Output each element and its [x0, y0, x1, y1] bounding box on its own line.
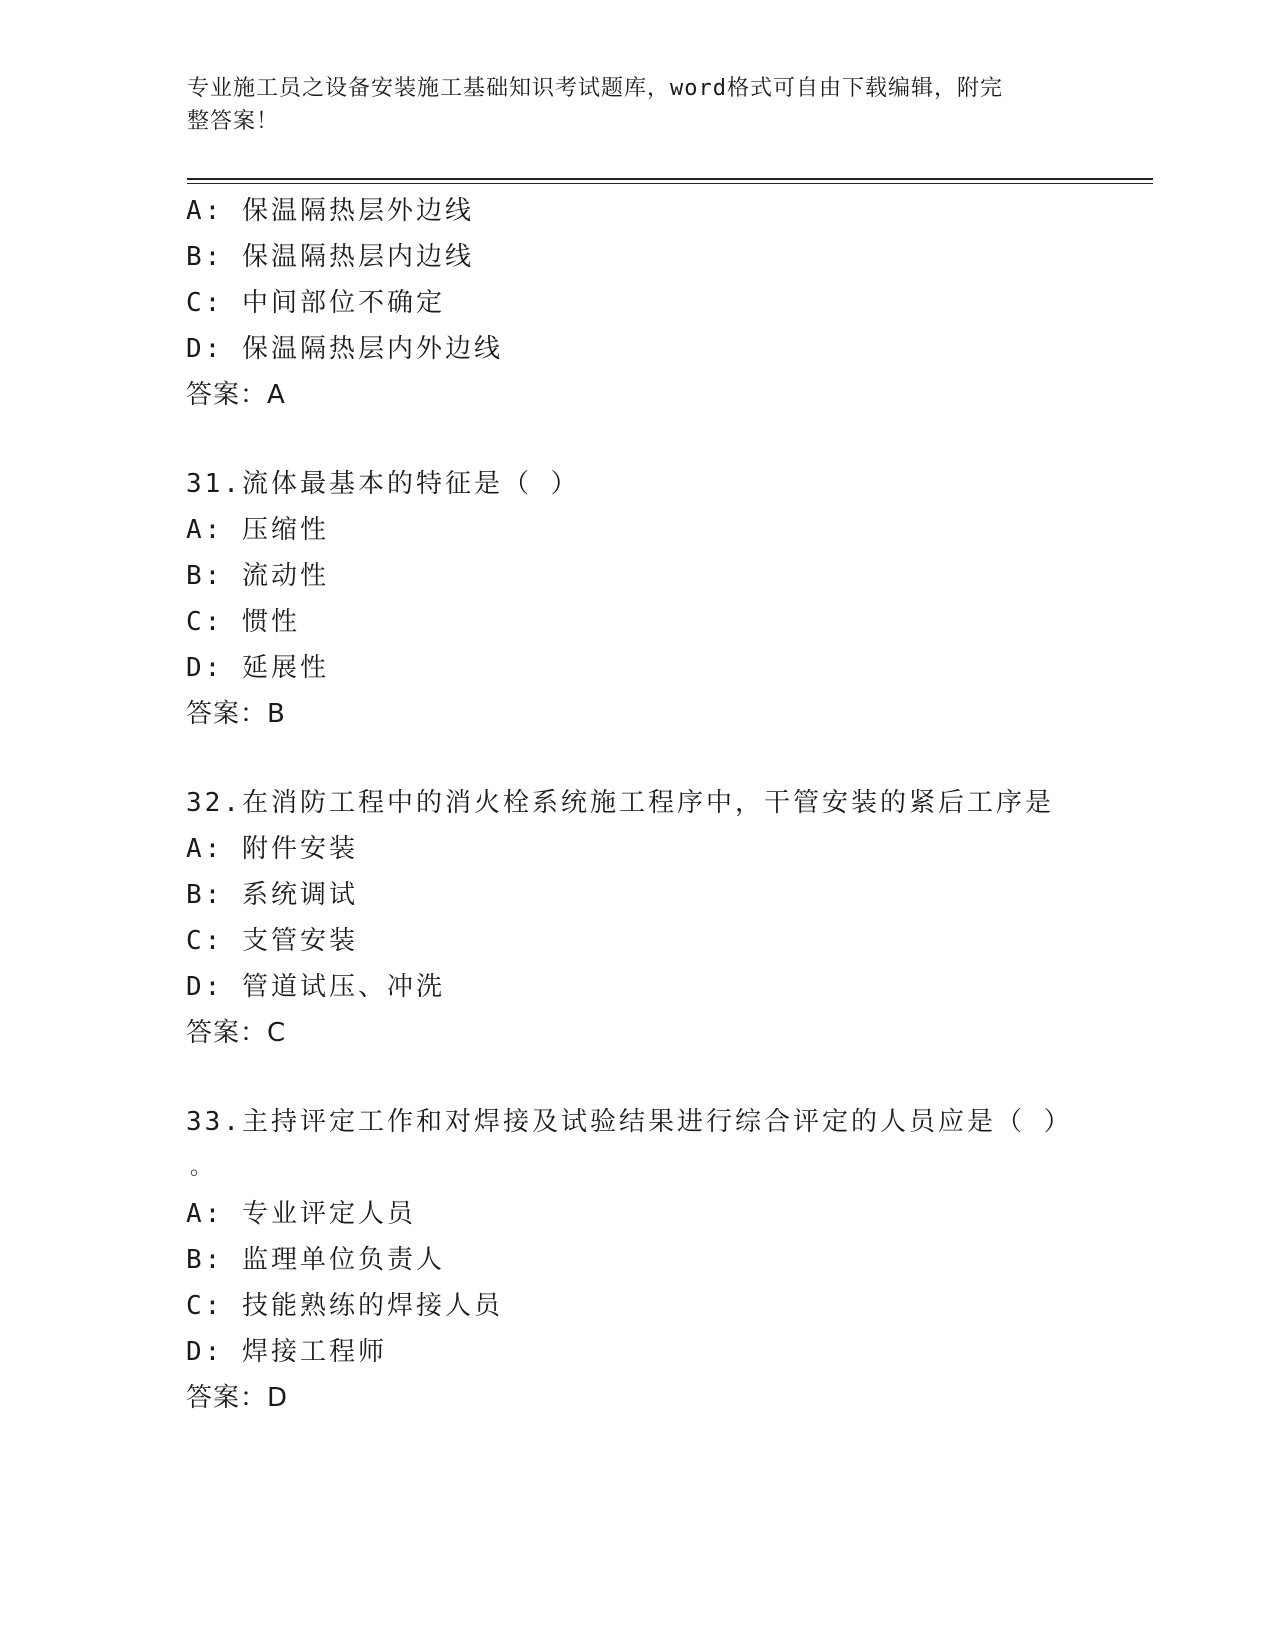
header-title-line-2: 整答案！ — [187, 109, 280, 134]
question-33 — [186, 1099, 1086, 1421]
header-title-line-1: 专业施工员之设备安装施工基础知识考试题库，word格式可自由下载编辑，附完 — [187, 76, 1003, 101]
option-c: C: 支管安装 — [186, 926, 358, 956]
question-list — [186, 188, 1086, 1421]
header-divider-thick — [187, 178, 1153, 180]
option-b: B: 监理单位负责人 — [186, 1245, 445, 1275]
header-divider-thin — [187, 183, 1153, 184]
option-a: A: 保温隔热层外边线 — [186, 196, 474, 226]
question-30 — [186, 188, 1086, 418]
option-d: D: 延展性 — [186, 653, 329, 683]
option-d: D: 管道试压、冲洗 — [186, 972, 445, 1002]
answer: 答案：C — [186, 1018, 287, 1048]
option-b: B: 流动性 — [186, 561, 329, 591]
question-32 — [186, 780, 1086, 1056]
option-d: D: 保温隔热层内外边线 — [186, 334, 503, 364]
spacer — [186, 737, 1086, 780]
answer: 答案：A — [186, 380, 286, 410]
spacer — [186, 418, 1086, 461]
option-c: C: 中间部位不确定 — [186, 288, 445, 318]
option-a: A: 专业评定人员 — [186, 1199, 416, 1229]
question-31 — [186, 461, 1086, 737]
option-d: D: 焊接工程师 — [186, 1337, 387, 1367]
option-c: C: 技能熟练的焊接人员 — [186, 1291, 503, 1321]
document-header — [187, 72, 1067, 138]
answer: 答案：D — [186, 1383, 289, 1413]
option-a: A: 附件安装 — [186, 834, 358, 864]
spacer — [186, 1056, 1086, 1099]
option-b: B: 系统调试 — [186, 880, 358, 910]
option-c: C: 惯性 — [186, 607, 300, 637]
answer: 答案：B — [186, 699, 286, 729]
option-b: B: 保温隔热层内边线 — [186, 242, 474, 272]
question-stem: 33.主持评定工作和对焊接及试验结果进行综合评定的人员应是（ ） — [186, 1107, 1073, 1137]
option-a: A: 压缩性 — [186, 515, 329, 545]
question-stem: 31.流体最基本的特征是（ ） — [186, 469, 580, 499]
question-stem-continuation: 。 — [190, 1155, 213, 1180]
question-stem: 32.在消防工程中的消火栓系统施工程序中，干管安装的紧后工序是 — [186, 788, 1054, 818]
